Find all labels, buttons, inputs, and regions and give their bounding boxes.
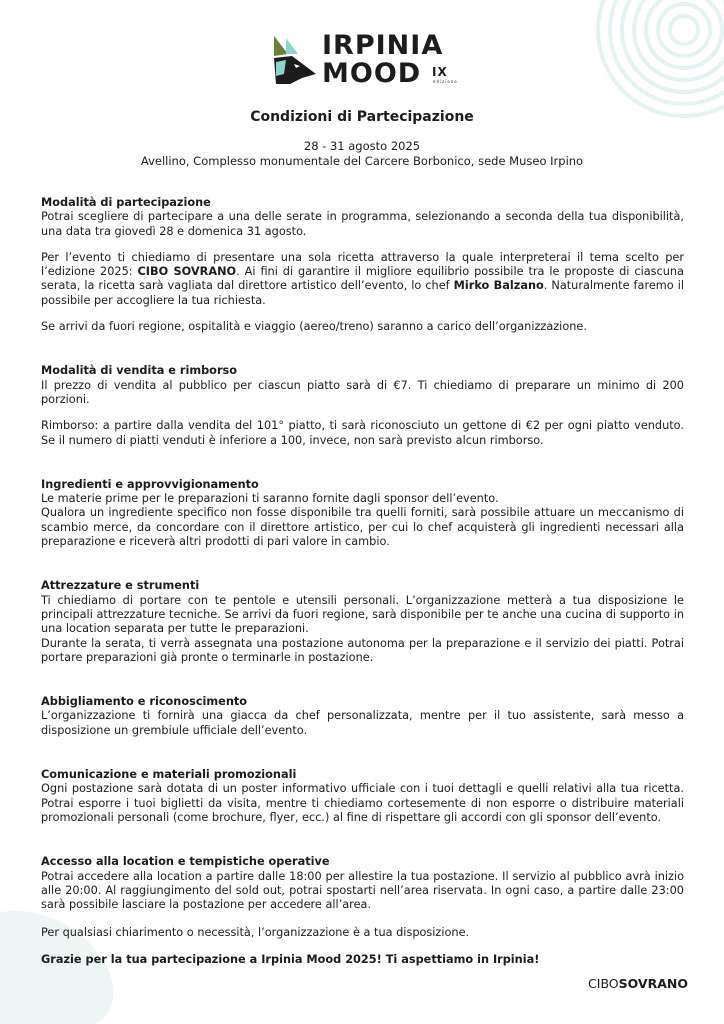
- section-heading: Attrezzature e strumenti: [41, 579, 200, 593]
- paragraph: Ti chiediamo di portare con te pentole e utensili personali. L’organizzazione metterà a tua disposizione le principali attrezzature tecniche. Se arrivi da fuori regione, sarà disponibile per te anche una cucina di supporto in una location separata per tutte le preparazioni.: [41, 593, 684, 636]
- paragraph: Durante la serata, ti verrà assegnata una postazione autonoma per la preparazione e il servizio dei piatti. Potrai portare preparazioni già pronte o terminarle in postazione.: [41, 636, 684, 664]
- irpinia-mood-logo: [272, 30, 462, 92]
- section-sales-refund: [41, 364, 684, 447]
- paragraph: Qualora un ingrediente specifico non fosse disponibile tra quelli forniti, sarà possibile attuare un meccanismo di scambio merce, da concordare con il direttore artistico, per cui lo chef acquisterà gli ingredienti necessari alla preparazione e riceverà altri prodotti di pari valore in cambio.: [41, 506, 684, 549]
- section-clothing: [41, 695, 684, 738]
- wolf-logo-icon: [272, 34, 318, 86]
- logo-line1: IRPINIA: [322, 30, 444, 61]
- section-heading: Abbigliamento e riconoscimento: [41, 695, 248, 709]
- section-equipment: [41, 579, 684, 665]
- event-dates: 28 - 31 agosto 2025: [303, 139, 421, 153]
- logo-line2: MOOD: [322, 58, 422, 89]
- conditions-body: [41, 196, 684, 967]
- section-heading: Ingredienti e approvvigionamento: [41, 477, 259, 491]
- section-participation: [41, 196, 684, 334]
- section-heading: Comunicazione e materiali promozionali: [41, 768, 297, 782]
- section-communication: [41, 768, 684, 825]
- section-heading: Accesso alla location e tempistiche operative: [41, 855, 330, 869]
- theme-name: CIBO SOVRANO: [137, 265, 237, 279]
- paragraph: Ogni postazione sarà dotata di un poster informativo ufficiale con i tuoi dettagli e quelli relativi alla tua ricetta. Potrai esporre i tuoi biglietti da visita, mentre ti chiediamo cortesemente di non esporre o distribuire materiali promozionali personali (come brochure, flyer, ecc.) al fine di rispettare gli accordi con gli sponsor dell’evento.: [41, 782, 684, 824]
- closing: [41, 926, 684, 967]
- brand-light: CIBO: [588, 976, 619, 991]
- paragraph: Potrai accedere alla location a partire dalle 18:00 per allestire la tua postazione. Il servizio al pubblico avrà inizio alle 20:00. Al raggiungimento del sold out, potrai spostarti nell’area riservata. In ogni caso, a partire dalle 23:00 sarà possibile lasciare la postazione per accedere all’area.: [41, 869, 684, 912]
- paragraph: L’organizzazione ti fornirà una giacca da chef personalizzata, mentre per il tuo assistente, sarà messo a disposizione un grembiule ufficiale dell’evento.: [41, 709, 684, 737]
- section-heading: Modalità di partecipazione: [41, 196, 211, 209]
- cibo-sovrano-brand: [588, 976, 688, 991]
- chef-name: Mirko Balzano: [453, 279, 544, 293]
- section-heading: Modalità di vendita e rimborso: [41, 364, 238, 378]
- concentric-circles-decoration: [584, 0, 724, 120]
- paragraph: Il prezzo di vendita al pubblico per ciascun piatto sarà di €7. Ti chiediamo di preparare un minimo di 200 porzioni.: [41, 378, 684, 406]
- event-venue: Avellino, Complesso monumentale del Carcere Borbonico, sede Museo Irpino: [140, 154, 584, 168]
- paragraph: Potrai scegliere di partecipare a una delle serate in programma, selezionando a seconda della tua disponibilità, una data tra giovedì 28 e domenica 31 agosto.: [41, 210, 684, 238]
- section-access: [41, 855, 684, 912]
- paragraph: Se arrivi da fuori regione, ospitalità e viaggio (aereo/treno) saranno a carico dell’organizzazione.: [41, 320, 587, 334]
- logo-edition-number: IX: [432, 65, 448, 79]
- brand-bold: SOVRANO: [618, 976, 688, 991]
- thanks-message: Grazie per la tua partecipazione a Irpinia Mood 2025! Ti aspettiamo in Irpinia!: [41, 952, 540, 966]
- paragraph: Le materie prime per le preparazioni ti saranno fornite dagli sponsor dell’evento.: [41, 492, 499, 506]
- logo-edition-label: edizione: [433, 79, 458, 84]
- page-title: Condizioni di Partecipazione: [250, 109, 474, 125]
- section-ingredients: [41, 478, 684, 549]
- contact-note: Per qualsiasi chiarimento o necessità, l’organizzazione è a tua disposizione.: [41, 926, 470, 940]
- paragraph: Rimborso: a partire dalla vendita del 101° piatto, ti sarà riconosciuto un gettone di €2 per ogni piatto venduto. Se il numero di piatti venduti è inferiore a 100, invece, non sarà previsto alcun rimborso.: [41, 419, 684, 447]
- paragraph-recipe: Per l’evento ti chiediamo di presentare una sola ricetta attraverso la quale interpreterai il tema scelto per l’edizione 2025: CIBO SOVRANO. Ai fini di garantire il migliore equilibrio possibile tra le proposte di ciascuna serata, la ricetta sarà vagliata dal direttore artistico dell’evento, lo chef Mirko Balzano. Naturalmente faremo il possibile per accogliere la tua richiesta.: [41, 250, 684, 307]
